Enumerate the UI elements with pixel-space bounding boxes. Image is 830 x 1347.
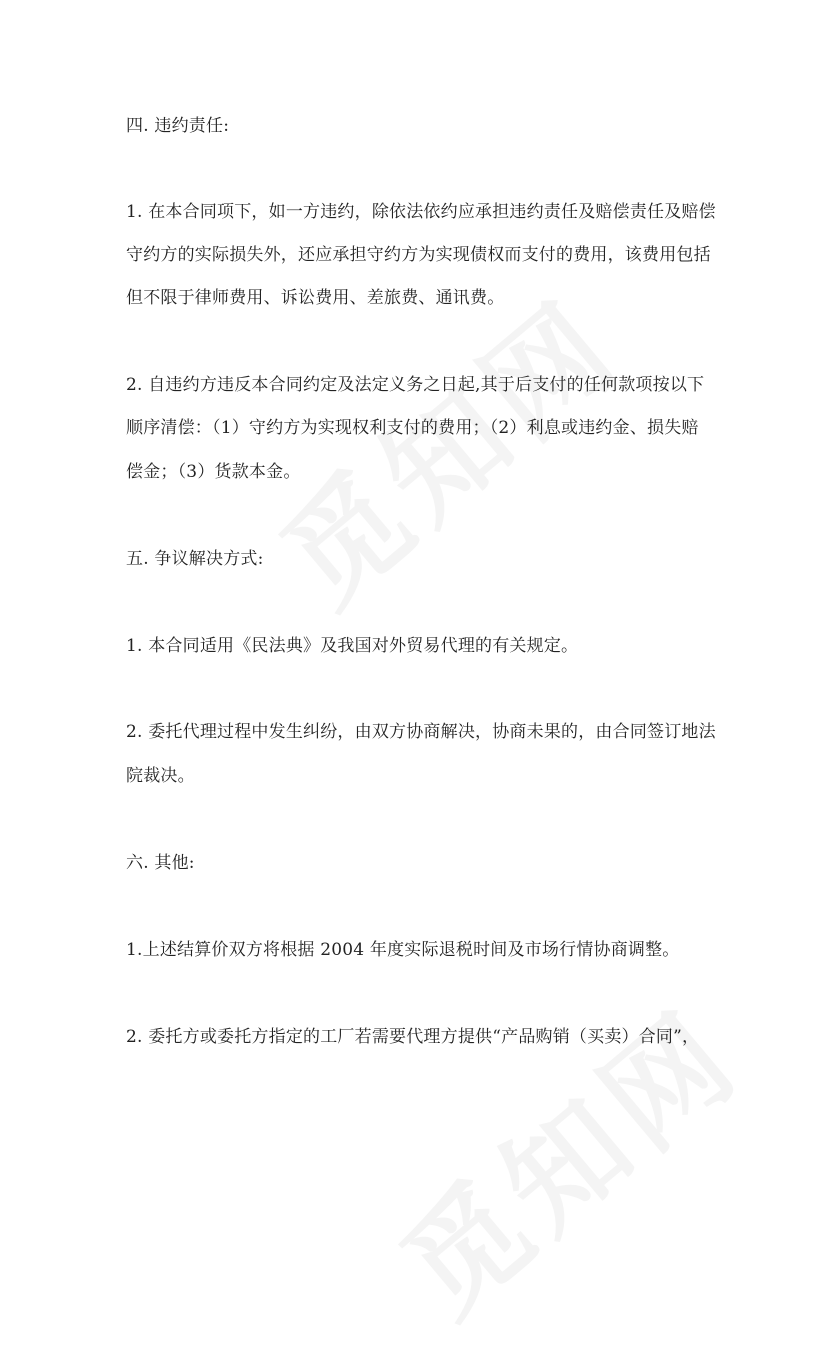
paragraph-line: 守约方的实际损失外，还应承担守约方为实现债权而支付的费用，该费用包括 [126, 245, 711, 265]
paragraph-line: 顺序清偿：（1）守约方为实现权利支付的费用；（2）利息或违约金、损失赔 [126, 418, 699, 438]
watermark [240, 255, 649, 637]
paragraph-line: 偿金；（3）货款本金。 [126, 462, 301, 482]
section-heading-breach: 四. 违约责任: [126, 116, 230, 136]
paragraph-line: 2. 自违约方违反本合同约定及法定义务之日起,其于后支付的任何款项按以下 [126, 375, 705, 395]
paragraph-line: 2. 委托代理过程中发生纠纷，由双方协商解决，协商未果的，由合同签订地法 [126, 722, 716, 742]
paragraph-line: 1. 本合同适用《民法典》及我国对外贸易代理的有关规定。 [126, 636, 579, 656]
section-heading-dispute: 五. 争议解决方式: [126, 549, 264, 569]
paragraph-line: 院裁决。 [126, 766, 195, 786]
section-heading-other: 六. 其他: [126, 853, 195, 873]
paragraph-line: 2. 委托方或委托方指定的工厂若需要代理方提供“产品购销（买卖）合同”， [126, 1027, 700, 1047]
paragraph-line: 1.上述结算价双方将根据 2004 年度实际退税时间及市场行情协商调整。 [126, 940, 680, 960]
paragraph-line: 但不限于律师费用、诉讼费用、差旅费、通讯费。 [126, 288, 505, 308]
watermark [360, 965, 769, 1347]
paragraph-line: 1. 在本合同项下，如一方违约，除依法依约应承担违约责任及赔偿责任及赔偿 [126, 202, 716, 222]
